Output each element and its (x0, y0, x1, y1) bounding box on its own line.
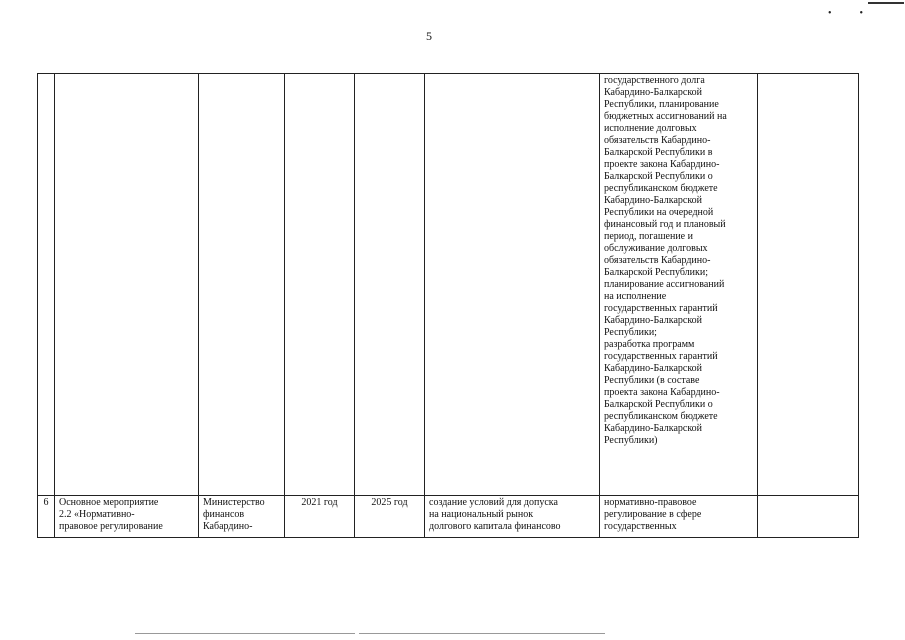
cell-activity: Основное мероприятие 2.2 «Нормативно- правовое регулирование (55, 496, 199, 538)
scan-mark-dot: • (828, 8, 860, 19)
cell-end-year: 2025 год (355, 496, 425, 538)
cell-result: государственного долга Кабардино-Балкарской Республики, планирование бюджетных ассигнований на исполнение долговых обязательств Кабардино- Балкарской Республики в проекте закона Кабардино- Балкарской Республики о республиканском бюджете Кабардино-Балкарской Республики на очередной финансовый год и плановый период, погашение и обслуживание долговых обязательств Кабардино- Балкарской Республики; планирование ассигнований на исполнение государственных гарантий Кабардино-Балкарской Республики; разработка программ государственных гарантий Кабардино-Балкарской Республики (в составе проекта закона Кабардино- Балкарской Республики о республиканском бюджете Кабардино-Балкарской Республики) (600, 74, 758, 496)
cell-number: 6 (38, 496, 55, 538)
cell-activity (55, 74, 199, 496)
scan-mark-dot: • (859, 8, 892, 19)
cell-goal (425, 74, 600, 496)
table-row-6 (38, 496, 859, 538)
scan-bottom-lines (135, 633, 605, 634)
cell-start-year (285, 74, 355, 496)
cell-end-year (355, 74, 425, 496)
scan-mark-bar (868, 2, 904, 4)
cell-note (758, 496, 859, 538)
cell-executor: Министерство финансов Кабардино- (199, 496, 285, 538)
cell-number (38, 74, 55, 496)
cell-note (758, 74, 859, 496)
cell-result: нормативно-правовое регулирование в сфере государственных (600, 496, 758, 538)
program-activities-table (37, 73, 859, 538)
scan-line-segment (135, 633, 355, 634)
table-row-continuation (38, 74, 859, 496)
scan-corner-marks (828, 8, 891, 19)
cell-start-year: 2021 год (285, 496, 355, 538)
cell-executor (199, 74, 285, 496)
page-number: 5 (426, 29, 432, 43)
cell-goal: создание условий для допуска на национальный рынок долгового капитала финансово (425, 496, 600, 538)
scan-line-segment (359, 633, 605, 634)
